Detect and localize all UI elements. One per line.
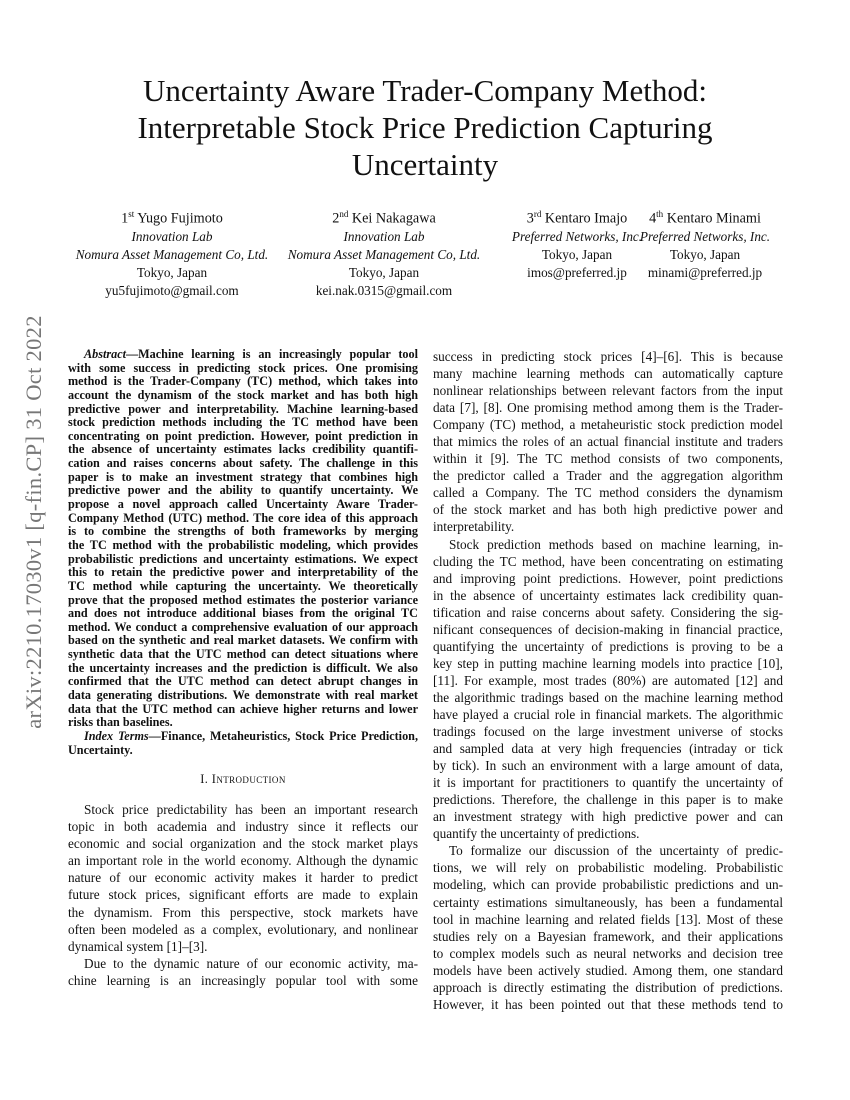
arxiv-stamp <box>14 292 54 752</box>
body-line: quantifying the uncertainty of predictions is proving to be a <box>433 638 783 654</box>
abstract-line: based on the synthetic and real market datasets. We confirm with <box>68 633 418 648</box>
author-email: kei.nak.0315@gmail.com <box>315 282 453 298</box>
body-line: an investment strategy with high predictive power and can <box>433 809 783 825</box>
title-line: Interpretable Stock Price Prediction Capturing <box>137 110 713 145</box>
title-line: Uncertainty Aware Trader-Company Method: <box>143 73 707 108</box>
abstract-line: cation and raises concerns about safety. The challenge in this <box>68 456 418 471</box>
body-line: modeling, which can provide probabilistic predictions and un- <box>433 877 783 893</box>
abstract-line: TC method while capturing the uncertainty. We theoretically <box>68 578 418 593</box>
body-line: many machine learning methods can automatically capture <box>433 366 783 382</box>
body-line: tool in machine learning and related fields [13]. Most of these <box>433 911 783 927</box>
abstract-line: method. We conduct a comprehensive evaluation of our approach <box>68 619 418 634</box>
abstract-line: the TC method with the probabilistic modeling, which provides <box>68 537 418 552</box>
abstract-line: stock prediction methods including the TC method have been <box>68 415 418 430</box>
abstract-line: Abstract—Machine learning is an increasingly popular tool <box>84 347 418 361</box>
body-line: tification and raise concerns about safety. Considering the sig- <box>433 604 783 620</box>
body-line: quantify the uncertainty of predictions. <box>433 826 640 842</box>
author-ordinal: 1 <box>121 210 129 227</box>
abstract-line: data that the UTC method can achieve higher returns and lower <box>68 701 418 716</box>
body-line: However, it has been pointed out that these methods tend to <box>433 996 783 1012</box>
body-line: cluding the TC method, have been concentrating on estimating <box>433 553 783 569</box>
author-2 <box>272 205 496 300</box>
author-location: Tokyo, Japan <box>348 264 420 280</box>
section-heading <box>68 771 418 788</box>
abstract-line: propose a novel approach called Uncertainty Aware Trader- <box>68 497 418 512</box>
author-email: minami@preferred.jp <box>647 264 763 280</box>
body-line: the algorithmic tradings based on the machine learning method <box>433 689 783 705</box>
author-organization: Nomura Asset Management Co, Ltd. <box>75 246 269 262</box>
author-4 <box>630 205 780 282</box>
body-line: topic in both academia and industry since it reflects our <box>68 819 418 835</box>
body-line: studies rely on a Bayesian framework, and their applications <box>433 928 783 944</box>
body-line: called a Company. The TC method considers the dynamism <box>433 485 783 501</box>
body-line: economic and social organization and the stock market plays <box>68 836 418 852</box>
body-line: [11]. For example, most trades (80%) are automated [12] and <box>433 672 783 688</box>
body-line: interpretability. <box>433 519 515 535</box>
body-line: of the stock market and has both high predictive power and <box>433 502 783 518</box>
author-ordinal-suffix: st <box>128 209 135 219</box>
intro-left-text <box>68 801 418 989</box>
abstract-line: the uncertainty increases and the prediction is difficult. We also <box>68 660 418 675</box>
author-affiliation: Innovation Lab <box>343 228 425 244</box>
abstract-line: prove that the proposed method estimates the posterior variance <box>68 592 418 607</box>
body-line: often been modeled as a complex, evolutionary, and nonlinear <box>68 921 418 937</box>
author-name: Kentaro Minami <box>666 210 761 227</box>
abstract-line: this to retain the predictive power and interpretability of the <box>68 565 418 580</box>
abstract-line: risks than baselines. <box>68 715 173 730</box>
author-block <box>60 205 800 298</box>
body-line: Stock prediction methods based on machine learning, in- <box>449 536 783 552</box>
abstract <box>68 348 418 757</box>
body-line: and sampled data at very high frequencies (intraday or tick <box>433 741 783 757</box>
abstract-line: is to combine the strengths of both frameworks by merging <box>68 524 418 539</box>
author-ordinal: 2 <box>332 210 340 227</box>
abstract-line: probabilistic predictions and uncertainty estimations. We expect <box>68 551 418 566</box>
body-line: nificant consequences of decision-making in financial practice, <box>433 621 783 637</box>
author-location: Tokyo, Japan <box>136 264 208 280</box>
body-line: and improving point predictions. However, point predictions <box>433 570 783 586</box>
abstract-line: data generating distributions. We demonstrate with real market <box>68 688 418 703</box>
body-line: have played a crucial role in financial markets. The algorithmic <box>433 706 783 722</box>
body-line: To formalize our discussion of the uncertainty of predic- <box>449 843 783 859</box>
abstract-line: concentrating on point prediction. However, point prediction in <box>68 428 418 443</box>
body-line: approach is directly estimating the distribution of predictions. <box>433 979 783 995</box>
paper-title <box>80 72 770 183</box>
author-email: yu5fujimoto@gmail.com <box>105 282 239 298</box>
body-line: success in predicting stock prices [4]–[6]. This is because <box>433 349 783 364</box>
abstract-line: predictive power and interpretability. Machine learning-based <box>68 401 418 416</box>
body-line: data [7], [8]. One promising method among them is the Trader- <box>433 400 783 416</box>
body-line: an important role in the world economy. Although the dynamic <box>68 853 418 869</box>
author-email: imos@preferred.jp <box>527 264 627 280</box>
abstract-line: account the dynamism of the stock market and has both high <box>68 387 418 402</box>
left-column <box>68 348 418 989</box>
body-line: models have been actively studied. Among them, one standard <box>433 962 783 978</box>
author-organization: Preferred Networks, Inc. <box>639 228 771 244</box>
author-location: Tokyo, Japan <box>541 246 613 262</box>
body-line: the dynamism. From this perspective, stock markets have <box>68 904 418 920</box>
author-ordinal-suffix: nd <box>339 209 349 219</box>
abstract-line: with some success in predicting stock prices. One promising <box>68 360 418 375</box>
abstract-line: predictive power and the ability to quantify uncertainty. We <box>68 483 418 498</box>
body-line: nonlinear relationships between relevant factors from the input <box>433 383 783 399</box>
body-line: tions, we will rely on probabilistic modeling. Probabilistic <box>433 860 783 876</box>
section-number: I. <box>200 772 209 787</box>
body-line: within it [9]. The TC method consists of two components, <box>433 451 783 467</box>
author-ordinal: 4 <box>649 210 657 227</box>
body-line: future stock prices, significant efforts are made to explain <box>68 887 418 903</box>
index-terms-label: Index Terms <box>84 728 149 743</box>
body-line: by tick). In such an environment with a large amount of data, <box>433 758 783 774</box>
body-line: key step in putting machine learning models into practice [10], <box>433 655 783 671</box>
abstract-line: the absence of uncertainty estimates lacks credibility quantifi- <box>68 442 418 457</box>
author-ordinal-suffix: th <box>656 209 664 219</box>
author-location: Tokyo, Japan <box>669 246 741 262</box>
abstract-line: and does not introduce additional biases from the original TC <box>68 606 418 621</box>
abstract-line: confirmed that the UTC method can detect abrupt changes in <box>68 674 418 689</box>
body-line: dynamical system [1]–[3]. <box>68 938 208 954</box>
body-line: chine learning is an increasingly popular tool with some <box>68 972 418 988</box>
body-line: predictions. Therefore, the challenge in this paper is to make <box>433 792 783 808</box>
index-terms-line: Uncertainty. <box>68 742 133 757</box>
title-line: Uncertainty <box>351 147 499 182</box>
abstract-line: Company Method (UTC) method. The core idea of this approach <box>68 510 418 525</box>
body-line: it is important for practitioners to quantify the uncertainty of <box>433 775 783 791</box>
author-1 <box>60 205 284 300</box>
body-line: tradings focused on the large investment universe of stocks <box>433 724 783 740</box>
section-title: Introduction <box>211 772 286 787</box>
author-ordinal: 3 <box>526 210 534 227</box>
abstract-line: method is the Trader-Company (TC) method, which takes into <box>68 374 418 389</box>
author-organization: Preferred Networks, Inc. <box>511 228 643 244</box>
body-line: Company (TC) method, a metaheuristic stock prediction model <box>433 417 783 433</box>
body-line: in the absence of uncertainty estimates lack credibility quan- <box>433 587 783 603</box>
author-name: Kei Nakagawa <box>351 210 436 227</box>
abstract-label: Abstract <box>84 347 126 361</box>
body-line: certainty estimations simultaneously, has been a fundamental <box>433 894 783 910</box>
author-name: Yugo Fujimoto <box>137 210 223 227</box>
author-affiliation: Innovation Lab <box>131 228 213 244</box>
body-line: Stock price predictability has been an important research <box>84 802 418 818</box>
abstract-line: paper is to make an investment strategy that combines high <box>68 469 418 484</box>
right-column <box>433 348 783 1013</box>
abstract-line: synthetic data that the UTC method can detect situations where <box>68 647 418 662</box>
arxiv-id: arXiv:2210.17030v1 [q-fin.CP] 31 Oct 2022 <box>21 315 46 729</box>
body-line: Due to the dynamic nature of our economic activity, ma- <box>84 955 418 971</box>
author-name: Kentaro Imajo <box>544 210 628 227</box>
index-terms-line: Index Terms—Finance, Metaheuristics, Stock Price Prediction, <box>84 728 418 743</box>
author-organization: Nomura Asset Management Co, Ltd. <box>287 246 481 262</box>
body-line: that mimics the roles of an actual financial institute and traders <box>433 434 783 450</box>
body-line: the predictor called a Trader and the aggregation algorithm <box>433 468 783 484</box>
body-line: to complex models such as neural networks and decision tree <box>433 945 783 961</box>
body-line: nature of our economic activity makes it harder to predict <box>68 870 418 886</box>
author-ordinal-suffix: rd <box>533 209 542 219</box>
